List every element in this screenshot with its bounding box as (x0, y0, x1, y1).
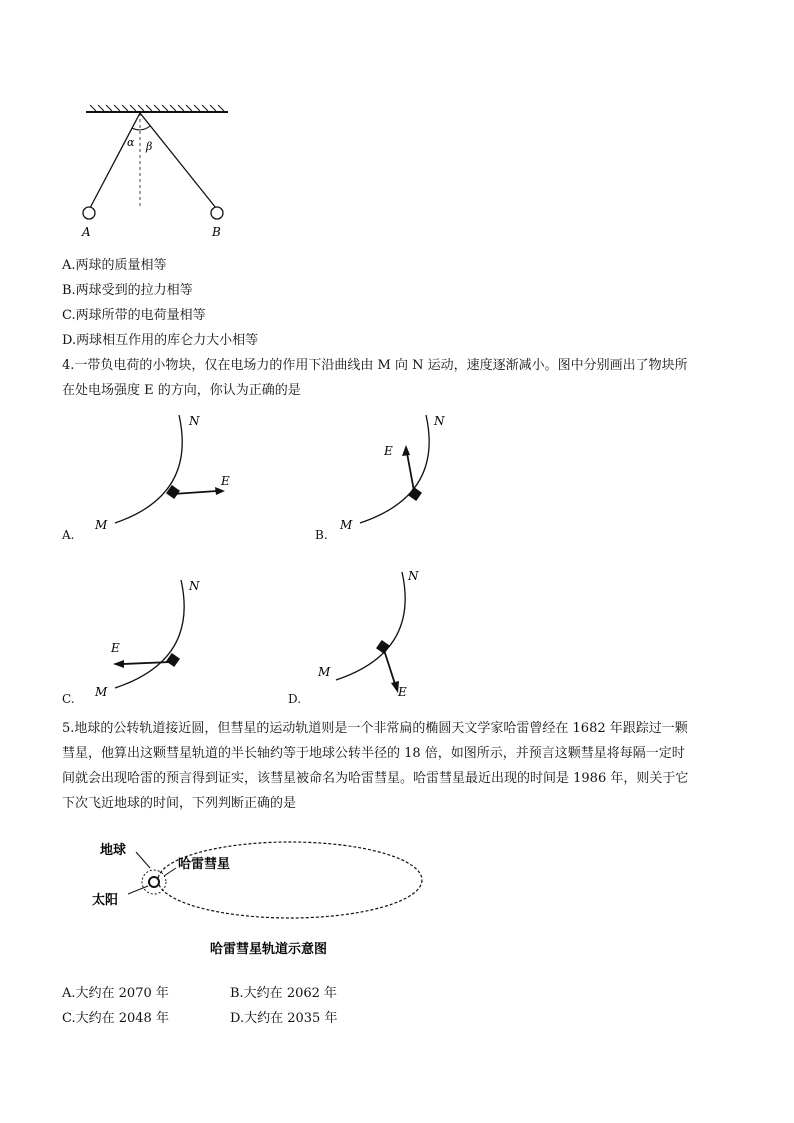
q4-stem-line-2: 在处电场强度 E 的方向，你认为正确的是 (62, 383, 301, 398)
sun (149, 877, 159, 887)
pendulum-figure (80, 104, 240, 246)
comet-orbit (158, 842, 422, 918)
q4-figure-d (302, 562, 452, 702)
point-m: M (340, 518, 353, 532)
point-n: N (408, 569, 419, 583)
q3-option-b: B.两球受到的拉力相等 (62, 283, 193, 298)
field-e: E (111, 641, 120, 655)
q5-option-d: D.大约在 2035 年 (230, 1011, 338, 1026)
ball-b-label: B (212, 225, 221, 239)
point-m: M (318, 665, 331, 679)
field-e: E (221, 474, 230, 488)
ball-a (83, 207, 95, 219)
q4-label-b: B. (315, 528, 328, 542)
q4-figure-c (85, 570, 245, 705)
q4-stem-line-1: 4.一带负电荷的小物块，仅在电场力的作用下沿曲线由 M 向 N 运动，速度逐渐减小。图中分别画出了物块所 (62, 358, 688, 373)
q4-label-c: C. (62, 692, 75, 706)
comet-label: 哈雷彗星 (178, 857, 231, 872)
earth-label: 地球 (100, 843, 127, 858)
angle-beta-label: β (146, 140, 153, 153)
q5-stem-line-3: 间就会出现哈雷的预言得到证实，该彗星被命名为哈雷彗星。哈雷彗星最近出现的时间是 1986 年，则关于它 (62, 771, 689, 786)
q3-option-d: D.两球相互作用的库仑力大小相等 (62, 333, 259, 348)
q5-option-a: A.大约在 2070 年 (62, 986, 169, 1001)
q4-figure-a (85, 405, 245, 540)
point-n: N (189, 414, 200, 428)
field-e: E (398, 685, 407, 699)
q4-label-d: D. (288, 692, 302, 706)
q5-option-c: C.大约在 2048 年 (62, 1011, 169, 1026)
orbit-caption: 哈雷彗星轨道示意图 (210, 942, 328, 957)
sun-label: 太阳 (92, 893, 119, 908)
point-n: N (189, 579, 200, 593)
q3-option-c: C.两球所带的电荷量相等 (62, 308, 206, 323)
ball-a-label: A (82, 225, 91, 239)
halley-orbit-figure (90, 828, 430, 968)
q3-option-a: A.两球的质量相等 (62, 258, 167, 273)
point-m: M (95, 518, 108, 532)
q4-label-a: A. (62, 528, 75, 542)
point-n: N (434, 414, 445, 428)
point-m: M (95, 685, 108, 699)
q5-stem-line-4: 下次飞近地球的时间，下列判断正确的是 (62, 796, 297, 811)
ball-b (211, 207, 223, 219)
angle-alpha-label: α (127, 136, 135, 149)
q5-option-b: B.大约在 2062 年 (230, 986, 338, 1001)
q4-figure-b (330, 405, 480, 540)
q5-stem-line-2: 彗星，他算出这颗彗星轨道的半长轴约等于地球公转半径的 18 倍，如图所示，并预言这颗彗星将每隔一定时 (62, 746, 685, 761)
field-e: E (384, 444, 393, 458)
q5-stem-line-1: 5.地球的公转轨道接近圆，但彗星的运动轨道则是一个非常扁的椭圆天文学家哈雷曾经在 1682 年跟踪过一颗 (62, 721, 688, 736)
